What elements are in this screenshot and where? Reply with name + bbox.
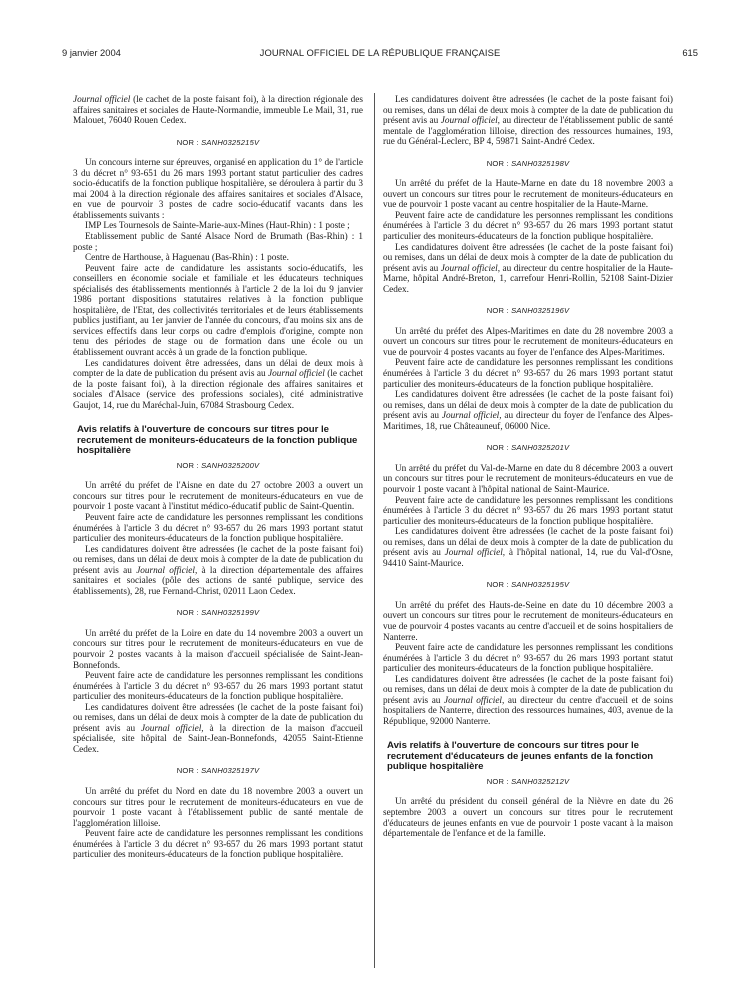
paragraph: [383, 95, 673, 148]
nor-code: SANH0325199V: [201, 608, 260, 618]
page-header: [62, 47, 698, 61]
nor-code: SANH0325212V: [511, 776, 570, 786]
nor-prefix: NOR :: [176, 460, 202, 470]
paragraph: Peuvent faire acte de candidature les personnes remplissant les conditions énumérées à l'article 3 du décret n° 93-657 du 26 mars 1993 portant statut particulier des moniteurs-éducateurs de la fonction publique hospitalière.: [73, 671, 363, 703]
nor-code: SANH0325200V: [201, 460, 260, 470]
paragraph-text: à l'hôpital national, 14, rue du Val-d'Osne, 94410 Saint-Maurice.: [383, 548, 673, 569]
paragraph: Peuvent faire acte de candidature les assistants socio-éducatifs, les conseillers en économie sociale et familiale et les éducateurs techniques spécialisés des établissements mentionnés à l'article 2 de la loi du 9 janvier 1986 portant dispositions statutaires relatives à la fonction publique hospitalière, de l'Etat, des collectivités territoriales et de leurs établissements publics justifiant, au 1er janvier de l'année du concours, d'au moins six ans de services effectifs dans leur corps ou cadre d'emplois d'origine, compte non tenu des périodes de stage ou de formation dans une école ou un établissement ouvrant accès à un grade de la fonction publique.: [73, 263, 363, 359]
nor-code: SANH0325197V: [201, 766, 260, 776]
paragraph-text: Les candidatures doivent être adressées (le cachet de la poste faisant foi) ou remises, dans un délai de deux mois à compter de la date de publication du présent avis au: [383, 95, 673, 127]
journal-ref: Journal officiel: [73, 95, 131, 105]
paragraph: Peuvent faire acte de candidature les personnes remplissant les conditions énumérées à l'article 3 du décret n° 93-657 du 26 mars 1993 portant statut particulier des moniteurs-éducateurs de la fonction publique hospitalière.: [383, 210, 673, 243]
right-column: [383, 95, 673, 840]
paragraph-text: Les candidatures doivent être adressées (le cachet de la poste faisant foi) ou remises, dans un délai de deux mois à compter de la date de publication du présent avis au: [73, 702, 363, 734]
paragraph: [383, 390, 673, 432]
journal-ref: Journal officiel,: [440, 263, 501, 274]
paragraph-text: Les candidatures doivent être adressées (le cachet de la poste faisant foi) ou remises, dans un délai de deux mois à compter de la date de publication du présent avis au: [73, 544, 363, 576]
paragraph: Un arrêté du président du conseil général de la Nièvre en date du 26 septembre 2003 a ouvert un concours sur titres pour le recrutement d'éducateurs de jeunes enfants en vue de pourvoir 1 poste vacant à la maison départementale de l'enfance et de la famille.: [383, 797, 673, 840]
paragraph: Un arrêté du préfet de la Loire en date du 14 novembre 2003 a ouvert un concours sur titres pour le recrutement de moniteurs-éducateurs en vue de pourvoir 2 postes vacants à la maison d'accueil spécialisée de Saint-Jean-Bonnefonds.: [73, 628, 363, 671]
paragraph-text: au directeur de l'établissement public de santé mentale de l'agglomération lilloise, direction des ressources humaines, 193, rue du Général-Leclerc, BP 4, 59871 Saint-André Cedex.: [383, 116, 673, 148]
nor-prefix: NOR :: [486, 580, 512, 590]
paragraph: Un arrêté du préfet de la Haute-Marne en date du 18 novembre 2003 a ouvert un concours sur titres pour le recrutement de moniteurs-éducateurs en vue de pourvoir 1 poste vacant au centre hospitalier de la Haute-Marne.: [383, 179, 673, 211]
paragraph: Un concours interne sur épreuves, organisé en application du 1° de l'article 3 du décret n° 93-651 du 26 mars 1993 portant statut particulier des cadres socio-éducatifs de la fonction publique hospitalière, se déroulera à partir du 3 mai 2004 à la direction régionale des affaires sanitaires et sociales d'Alsace, en vue de pourvoir 3 postes de cadre socio-éducatif vacants dans les établissements suivants :: [73, 158, 363, 221]
paragraph: [73, 95, 363, 127]
paragraph: Un arrêté du préfet du Nord en date du 18 novembre 2003 a ouvert un concours sur titres pour le recrutement de moniteurs-éducateurs en vue de pourvoir 1 poste vacant à l'établissement public de santé mentale de l'agglomération lilloise.: [73, 787, 363, 829]
nor-prefix: NOR :: [176, 137, 202, 147]
paragraph: Un arrêté du préfet des Alpes-Maritimes en date du 28 novembre 2003 a ouvert un concours sur titres pour le recrutement de moniteurs-éducateurs en vue de pourvoir 4 postes vacants au foyer de l'enfance des Alpes-Maritimes.: [383, 326, 673, 358]
nor-reference: [73, 461, 363, 472]
paragraph: Peuvent faire acte de candidature les personnes remplissant les conditions énumérées à l'article 3 du décret n° 93-657 du 26 mars 1993 portant statut particulier des moniteurs-éducateurs de la fonction publique hospitalière.: [383, 643, 673, 675]
paragraph-text: au directeur du foyer de l'enfance des Alpes-Maritimes, 18, rue Châteauneuf, 06000 Nice.: [383, 411, 673, 432]
journal-ref: Journal officiel,: [441, 411, 502, 422]
paragraph-text: au directeur du centre d'accueil et de soins hospitaliers de Nanterre, direction des ressources humaines, 403, avenue de la République, 92000 Nanterre.: [383, 695, 674, 727]
paragraph-text: Les candidatures doivent être adressées (le cachet de la poste faisant foi) ou remises, dans un délai de deux mois à compter de la date de publication du présent avis au: [383, 527, 673, 559]
paragraph: [73, 359, 363, 412]
nor-reference: [73, 766, 363, 777]
nor-prefix: NOR :: [486, 776, 512, 786]
paragraph: IMP Les Tournesols de Sainte-Marie-aux-Mines (Haut-Rhin) : 1 poste ;: [85, 221, 350, 232]
nor-code: SANH0325198V: [511, 158, 570, 168]
paragraph: Peuvent faire acte de candidature les personnes remplissant les conditions énumérées à l'article 3 du décret n° 93-657 du 26 mars 1993 portant statut particulier des moniteurs-éducateurs de la fonction publique hospitalière.: [383, 495, 673, 527]
nor-reference: [383, 306, 673, 317]
notice-block: [73, 787, 363, 861]
nor-reference: [73, 138, 363, 149]
nor-reference: [383, 777, 673, 788]
journal-ref: Journal officiel,: [440, 116, 500, 127]
nor-prefix: NOR :: [486, 158, 512, 168]
nor-reference: [383, 580, 673, 591]
paragraph: [73, 545, 363, 598]
nor-code: SANH0325201V: [511, 443, 570, 453]
paragraph: [73, 703, 363, 756]
nor-reference: [383, 443, 673, 454]
paragraph: Etablissement public de Santé Alsace Nord de Brumath (Bas-Rhin) : 1 poste ;: [73, 232, 363, 253]
journal-ref: Journal officiel,: [136, 565, 198, 576]
section-title: Avis relatifs à l'ouverture de concours sur titres pour le recrutement d'éducateurs de jeunes enfants de la fonction publique hospitalière: [387, 740, 654, 773]
nor-code: SANH0325215V: [201, 137, 260, 147]
paragraph-text: Les candidatures doivent être adressées (le cachet de la poste faisant foi) ou remises, dans un délai de deux mois à compter de la date de publication du présent avis au: [383, 390, 673, 422]
notice-block: [383, 327, 673, 432]
paragraph: [383, 243, 673, 296]
paragraph: Peuvent faire acte de candidature les personnes remplissant les conditions énumérées à l'article 3 du décret n° 93-657 du 26 mars 1993 portant statut particulier des moniteurs-éducateurs de la fonction publique hospitalière.: [73, 513, 363, 545]
notice-block: [73, 629, 363, 756]
paragraph: Peuvent faire acte de candidature les personnes remplissant les conditions énumérées à l'article 3 du décret n° 93-657 du 26 mars 1993 portant statut particulier des moniteurs-éducateurs de la fonction publique hospitalière.: [383, 358, 673, 390]
paragraph-text: (le cachet de la poste faisant foi), à la direction régionale des affaires sanitaires et sociales d'Alsace (service des professions sociales), cité administrative Gaujot, 14, rue du Maréchal-Juin, 67084 Strasbourg Cedex.: [73, 369, 364, 411]
notice-block: [73, 481, 363, 597]
nor-code: SANH0325195V: [511, 580, 570, 590]
journal-ref: Journal officiel: [267, 369, 325, 380]
paragraph: Peuvent faire acte de candidature les personnes remplissant les conditions énumérées à l'article 3 du décret n° 93-657 du 26 mars 1993 portant statut particulier des moniteurs-éducateurs de la fonction publique hospitalière.: [73, 829, 363, 861]
nor-code: SANH0325196V: [511, 306, 570, 316]
paragraph-text: à la direction départementale des affaires sanitaires et sociales (pôle des actions de santé publique, service des établissements), 28, rue Fernand-Christ, 02011 Laon Cedex.: [73, 565, 364, 597]
paragraph: [383, 675, 673, 728]
paragraph-text: (le cachet de la poste faisant foi), à la direction régionale des affaires sanitaires et sociales de Haute-Normandie, immeuble Le Mail, 31, rue Malouet, 76040 Rouen Cedex.: [73, 95, 364, 127]
notice-block: [383, 95, 673, 148]
nor-reference: [73, 608, 363, 619]
header-page-number: 615: [682, 47, 698, 58]
paragraph: Centre de Harthouse, à Haguenau (Bas-Rhin) : 1 poste.: [85, 253, 289, 264]
notice-block: [383, 179, 673, 295]
journal-ref: Journal officiel,: [444, 548, 506, 559]
notice-block: [383, 601, 673, 728]
header-date: 9 janvier 2004: [62, 47, 121, 58]
header-title: JOURNAL OFFICIEL DE LA RÉPUBLIQUE FRANÇAISE: [259, 47, 501, 58]
nor-prefix: NOR :: [486, 443, 512, 453]
paragraph: Un arrêté du préfet du Val-de-Marne en date du 8 décembre 2003 a ouvert un concours sur titres pour le recrutement de moniteurs-éducateurs en vue de pourvoir 1 poste vacant à l'hôpital national de Saint-Maurice.: [383, 463, 673, 495]
notice-block: [73, 158, 363, 411]
paragraph-text: à la direction de la maison d'accueil spécialisée, site hôpital de Saint-Jean-Bonnefonds, 42055 Saint-Etienne Cedex.: [73, 723, 364, 755]
notice-block: [73, 95, 363, 127]
column-divider: [374, 93, 375, 968]
paragraph: Un arrêté du préfet de l'Aisne en date du 27 octobre 2003 a ouvert un concours sur titres pour le recrutement de moniteurs-éducateurs en vue de pourvoir 1 poste vacant à l'institut médico-éducatif public de Saint-Quentin.: [73, 481, 363, 513]
paragraph-text: Les candidatures doivent être adressées (le cachet de la poste faisant foi) ou remises, dans un délai de deux mois à compter de la date de publication du présent avis au: [383, 242, 673, 274]
paragraph-text: au directeur du centre hospitalier de la Haute-Marne, hôpital André-Breton, 1, carrefour Henri-Rollin, 52108 Saint-Dizier Cedex.: [383, 263, 673, 295]
notice-block: [383, 464, 673, 569]
journal-ref: Journal officiel,: [140, 723, 204, 734]
notice-block: [383, 797, 673, 839]
section-title: Avis relatifs à l'ouverture de concours sur titres pour le recrutement de moniteurs-éducateurs de la fonction publique hospitalière: [77, 424, 358, 457]
left-column: [73, 95, 363, 861]
paragraph-text: Les candidatures doivent être adressées (le cachet de la poste faisant foi) ou remises, dans un délai de deux mois à compter de la date de publication du présent avis au: [383, 674, 673, 706]
nor-prefix: NOR :: [176, 766, 202, 776]
nor-reference: [383, 159, 673, 170]
paragraph: [383, 527, 673, 569]
paragraph: Un arrêté du préfet des Hauts-de-Seine en date du 10 décembre 2003 a ouvert un concours sur titres pour le recrutement de moniteurs-éducateurs en vue de pourvoir 4 postes vacants au centre d'accueil et de soins hospitaliers de Nanterre.: [383, 600, 673, 643]
nor-prefix: NOR :: [176, 608, 202, 618]
paragraph-text: Les candidatures doivent être adressées, dans un délai de deux mois à compter de la date de publication du présent avis au: [73, 358, 363, 380]
nor-prefix: NOR :: [486, 306, 512, 316]
journal-ref: Journal officiel,: [443, 695, 505, 706]
